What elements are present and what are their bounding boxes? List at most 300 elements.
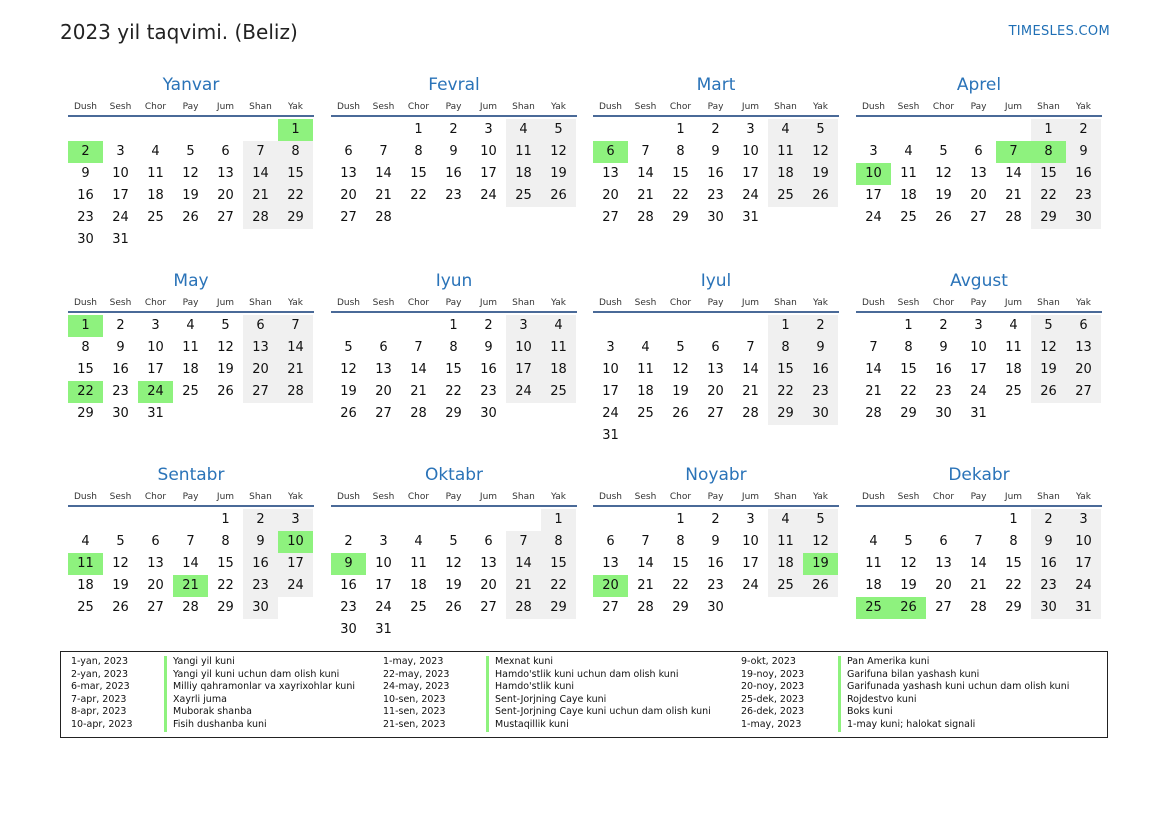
day-cell: 30 xyxy=(935,406,952,421)
day-cell: 8 xyxy=(676,144,685,159)
weekday-label: Jum xyxy=(741,298,760,308)
empty-cell xyxy=(138,119,173,141)
day-cell: 17 xyxy=(602,384,619,399)
day-cell: 6 xyxy=(939,534,948,549)
day-cell: 5 xyxy=(904,534,913,549)
day-cell: 16 xyxy=(243,553,278,575)
day-cell: 12 xyxy=(541,141,576,163)
day-cell: 4 xyxy=(541,315,576,337)
day-cell: 7 xyxy=(506,531,541,553)
day-cell: 6 xyxy=(344,144,353,159)
day-cell: 18 xyxy=(865,578,882,593)
day-cell: 12 xyxy=(803,531,838,553)
day-cell: 16 xyxy=(340,578,357,593)
legend-date: 26-dek, 2023 xyxy=(741,706,805,718)
day-cell: 15 xyxy=(672,556,689,571)
weekday-label: Shan xyxy=(774,492,797,502)
weekday-label: Dush xyxy=(336,492,361,502)
day-cell: 4 xyxy=(641,340,650,355)
day-cell: 2 xyxy=(243,509,278,531)
weekday-header xyxy=(68,97,314,117)
day-cell: 13 xyxy=(480,556,497,571)
day-cell: 11 xyxy=(410,556,427,571)
legend-holiday-name: Boks kuni xyxy=(838,706,893,719)
weekday-label: Yak xyxy=(1076,492,1091,502)
month-oktabr xyxy=(331,463,577,641)
weekday-label: Chor xyxy=(669,102,692,112)
weekday-label: Chor xyxy=(669,298,692,308)
day-cell: 5 xyxy=(116,534,125,549)
day-cell: 3 xyxy=(869,144,878,159)
day-cell: 10 xyxy=(1066,531,1101,553)
legend-holiday-name: Garifuna bilan yashash kuni xyxy=(838,669,979,682)
day-cell: 24 xyxy=(865,210,882,225)
legend-holiday-name: Mexnat kuni xyxy=(486,656,553,669)
day-cell: 12 xyxy=(935,166,952,181)
day-cell: 2 xyxy=(803,315,838,337)
day-cell: 11 xyxy=(541,337,576,359)
day-cell: 10 xyxy=(742,144,759,159)
legend-date: 11-sen, 2023 xyxy=(383,706,446,718)
weekday-label: Shan xyxy=(512,298,535,308)
weekday-header xyxy=(593,487,839,507)
empty-cell xyxy=(208,119,243,141)
legend-holiday-name: Xayrli juma xyxy=(164,694,227,707)
day-cell: 1 xyxy=(676,512,685,527)
day-cell: 21 xyxy=(375,188,392,203)
day-cell: 9 xyxy=(243,531,278,553)
day-cell: 23 xyxy=(935,384,952,399)
day-cell: 10 xyxy=(375,556,392,571)
empty-cell xyxy=(103,509,138,531)
day-cell: 21 xyxy=(278,359,313,381)
day-grid xyxy=(856,119,1102,229)
day-cell: 19 xyxy=(1031,359,1066,381)
day-cell: 29 xyxy=(217,600,234,615)
weekday-label: Sesh xyxy=(897,102,920,112)
day-cell: 17 xyxy=(742,166,759,181)
day-cell: 5 xyxy=(344,340,353,355)
day-cell: 29 xyxy=(672,210,689,225)
legend-date: 7-apr, 2023 xyxy=(71,693,127,705)
day-cell: 20 xyxy=(375,384,392,399)
empty-cell xyxy=(436,509,471,531)
day-cell: 17 xyxy=(278,553,313,575)
weekday-label: Shan xyxy=(249,492,272,502)
day-cell: 4 xyxy=(768,509,803,531)
day-cell: 28 xyxy=(278,381,313,403)
day-cell: 2 xyxy=(1066,119,1101,141)
day-cell: 28 xyxy=(506,597,541,619)
weekday-label: Jum xyxy=(1004,102,1023,112)
legend-date: 25-dek, 2023 xyxy=(741,693,805,705)
day-cell: 25 xyxy=(768,575,803,597)
day-cell: 28 xyxy=(637,210,654,225)
month-name: Iyul xyxy=(700,271,732,291)
weekday-header xyxy=(856,487,1102,507)
day-cell: 16 xyxy=(445,166,462,181)
day-cell: 8 xyxy=(904,340,913,355)
weekday-label: Dush xyxy=(598,492,623,502)
day-cell: 28 xyxy=(637,600,654,615)
weekday-header xyxy=(68,293,314,313)
weekday-label: Sesh xyxy=(634,298,657,308)
day-cell: 9 xyxy=(449,144,458,159)
day-cell: 9 xyxy=(484,340,493,355)
day-cell: 30 xyxy=(340,622,357,637)
legend-holiday-name: Rojdestvo kuni xyxy=(838,694,917,707)
day-cell: 18 xyxy=(506,163,541,185)
day-cell: 2 xyxy=(484,318,493,333)
day-cell: 18 xyxy=(768,553,803,575)
weekday-label: Dush xyxy=(861,492,886,502)
weekday-label: Yak xyxy=(288,492,303,502)
empty-cell xyxy=(593,119,628,141)
empty-cell xyxy=(331,119,366,141)
day-cell: 18 xyxy=(410,578,427,593)
day-cell: 30 xyxy=(480,406,497,421)
weekday-label: Sesh xyxy=(897,298,920,308)
day-cell: 26 xyxy=(182,210,199,225)
day-cell: 26 xyxy=(672,406,689,421)
day-cell: 13 xyxy=(217,166,234,181)
empty-cell xyxy=(996,119,1031,141)
weekday-label: Jum xyxy=(479,492,498,502)
weekday-label: Yak xyxy=(813,492,828,502)
day-cell: 20 xyxy=(1066,359,1101,381)
legend-date: 9-okt, 2023 xyxy=(741,656,796,667)
day-cell: 25 xyxy=(1005,384,1022,399)
month-name: Yanvar xyxy=(162,75,220,95)
day-cell: 28 xyxy=(865,406,882,421)
day-cell: 19 xyxy=(900,578,917,593)
day-cell: 10 xyxy=(970,340,987,355)
day-cell: 9 xyxy=(711,534,720,549)
day-cell: 29 xyxy=(672,600,689,615)
day-cell: 12 xyxy=(112,556,129,571)
weekday-label: Sesh xyxy=(634,492,657,502)
day-cell: 8 xyxy=(81,340,90,355)
day-cell: 18 xyxy=(900,188,917,203)
day-cell: 14 xyxy=(1005,166,1022,181)
day-cell: 27 xyxy=(243,381,278,403)
day-cell: 29 xyxy=(278,207,313,229)
day-cell: 3 xyxy=(116,144,125,159)
weekday-label: Yak xyxy=(551,298,566,308)
day-cell: 1 xyxy=(676,122,685,137)
weekday-label: Jum xyxy=(741,492,760,502)
month-name: May xyxy=(173,271,209,291)
weekday-label: Sesh xyxy=(109,492,132,502)
day-cell: 12 xyxy=(803,141,838,163)
weekday-label: Pay xyxy=(970,102,987,112)
legend-holiday-name: Yangi yil kuni uchun dam olish kuni xyxy=(164,669,339,682)
weekday-label: Pay xyxy=(970,492,987,502)
day-cell: 15 xyxy=(672,166,689,181)
day-cell: 6 xyxy=(1066,315,1101,337)
day-cell: 7 xyxy=(414,340,423,355)
empty-cell xyxy=(366,315,401,337)
holiday-day-cell: 1 xyxy=(278,119,313,141)
brand-link[interactable]: TIMESLES.COM xyxy=(1008,24,1110,39)
day-cell: 22 xyxy=(672,578,689,593)
weekday-label: Sesh xyxy=(372,298,395,308)
day-cell: 17 xyxy=(375,578,392,593)
empty-cell xyxy=(243,119,278,141)
weekday-label: Dush xyxy=(73,102,98,112)
month-name: Aprel xyxy=(956,75,1002,95)
day-cell: 23 xyxy=(707,188,724,203)
day-cell: 8 xyxy=(676,534,685,549)
day-cell: 12 xyxy=(217,340,234,355)
day-cell: 10 xyxy=(480,144,497,159)
day-cell: 23 xyxy=(1066,185,1101,207)
weekday-header xyxy=(331,293,577,313)
day-cell: 22 xyxy=(217,578,234,593)
day-cell: 17 xyxy=(1066,553,1101,575)
day-cell: 30 xyxy=(112,406,129,421)
day-cell: 2 xyxy=(1031,509,1066,531)
day-cell: 13 xyxy=(147,556,164,571)
month-iyul xyxy=(593,269,839,447)
weekday-label: Yak xyxy=(1076,298,1091,308)
day-cell: 14 xyxy=(742,362,759,377)
empty-cell xyxy=(926,119,961,141)
day-cell: 14 xyxy=(970,556,987,571)
day-cell: 11 xyxy=(768,531,803,553)
day-cell: 6 xyxy=(606,534,615,549)
weekday-label: Chor xyxy=(407,492,430,502)
day-cell: 12 xyxy=(340,362,357,377)
day-cell: 29 xyxy=(77,406,94,421)
day-cell: 20 xyxy=(217,188,234,203)
day-cell: 14 xyxy=(410,362,427,377)
day-cell: 29 xyxy=(541,597,576,619)
weekday-label: Jum xyxy=(1004,298,1023,308)
weekday-header xyxy=(856,97,1102,117)
day-cell: 13 xyxy=(602,556,619,571)
day-cell: 29 xyxy=(1031,207,1066,229)
legend-date: 21-sen, 2023 xyxy=(383,719,446,730)
day-cell: 26 xyxy=(445,600,462,615)
day-cell: 8 xyxy=(1009,534,1018,549)
weekday-label: Sesh xyxy=(634,102,657,112)
weekday-label: Chor xyxy=(932,102,955,112)
day-cell: 20 xyxy=(707,384,724,399)
weekday-label: Dush xyxy=(861,102,886,112)
empty-cell xyxy=(401,315,436,337)
day-cell: 20 xyxy=(970,188,987,203)
day-cell: 10 xyxy=(602,362,619,377)
day-cell: 31 xyxy=(602,428,619,443)
legend-date: 2-yan, 2023 xyxy=(71,668,128,680)
day-cell: 4 xyxy=(904,144,913,159)
day-cell: 25 xyxy=(900,210,917,225)
day-cell: 23 xyxy=(707,578,724,593)
empty-cell xyxy=(961,509,996,531)
day-cell: 2 xyxy=(711,122,720,137)
day-cell: 5 xyxy=(186,144,195,159)
day-cell: 13 xyxy=(1066,337,1101,359)
month-name: Sentabr xyxy=(157,465,225,485)
day-cell: 27 xyxy=(602,600,619,615)
weekday-label: Dush xyxy=(861,298,886,308)
day-cell: 5 xyxy=(676,340,685,355)
holiday-day-cell: 6 xyxy=(593,141,628,163)
day-cell: 27 xyxy=(602,210,619,225)
day-cell: 20 xyxy=(147,578,164,593)
day-cell: 29 xyxy=(768,403,803,425)
day-cell: 12 xyxy=(182,166,199,181)
weekday-label: Pay xyxy=(182,298,199,308)
day-cell: 21 xyxy=(742,384,759,399)
day-cell: 19 xyxy=(803,163,838,185)
legend-date: 10-sen, 2023 xyxy=(383,693,446,705)
day-cell: 1 xyxy=(541,509,576,531)
day-cell: 24 xyxy=(480,188,497,203)
empty-cell xyxy=(663,315,698,337)
day-cell: 27 xyxy=(147,600,164,615)
empty-cell xyxy=(856,509,891,531)
day-cell: 3 xyxy=(746,122,755,137)
empty-cell xyxy=(698,315,733,337)
day-cell: 12 xyxy=(445,556,462,571)
weekday-header xyxy=(593,293,839,313)
day-cell: 12 xyxy=(1031,337,1066,359)
empty-cell xyxy=(331,509,366,531)
day-cell: 18 xyxy=(637,384,654,399)
weekday-label: Chor xyxy=(144,298,167,308)
day-cell: 21 xyxy=(506,575,541,597)
weekday-label: Shan xyxy=(1037,102,1060,112)
month-name: Fevral xyxy=(428,75,480,95)
holiday-day-cell: 24 xyxy=(138,381,173,403)
day-cell: 11 xyxy=(768,141,803,163)
day-cell: 26 xyxy=(1031,381,1066,403)
day-cell: 22 xyxy=(278,185,313,207)
month-dekabr xyxy=(856,463,1102,619)
day-cell: 9 xyxy=(81,166,90,181)
weekday-label: Jum xyxy=(216,102,235,112)
day-cell: 12 xyxy=(900,556,917,571)
day-cell: 24 xyxy=(742,578,759,593)
day-cell: 23 xyxy=(243,575,278,597)
weekday-label: Dush xyxy=(73,492,98,502)
day-cell: 30 xyxy=(77,232,94,247)
holiday-day-cell: 9 xyxy=(331,553,366,575)
day-cell: 23 xyxy=(77,210,94,225)
day-cell: 16 xyxy=(707,556,724,571)
day-cell: 23 xyxy=(112,384,129,399)
holiday-day-cell: 19 xyxy=(803,553,838,575)
day-cell: 15 xyxy=(1031,163,1066,185)
day-cell: 24 xyxy=(1066,575,1101,597)
day-cell: 28 xyxy=(182,600,199,615)
day-cell: 15 xyxy=(410,166,427,181)
holiday-day-cell: 22 xyxy=(68,381,103,403)
day-cell: 27 xyxy=(217,210,234,225)
day-cell: 30 xyxy=(1066,207,1101,229)
weekday-label: Shan xyxy=(774,102,797,112)
day-cell: 1 xyxy=(1031,119,1066,141)
day-cell: 17 xyxy=(742,556,759,571)
month-name: Dekabr xyxy=(948,465,1010,485)
day-cell: 30 xyxy=(243,597,278,619)
empty-cell xyxy=(628,315,663,337)
weekday-label: Shan xyxy=(249,102,272,112)
day-cell: 15 xyxy=(445,362,462,377)
day-cell: 19 xyxy=(445,578,462,593)
day-cell: 1 xyxy=(449,318,458,333)
weekday-label: Jum xyxy=(741,102,760,112)
day-grid xyxy=(68,119,314,251)
legend-date: 20-noy, 2023 xyxy=(741,681,805,693)
day-cell: 4 xyxy=(81,534,90,549)
day-cell: 31 xyxy=(375,622,392,637)
day-cell: 11 xyxy=(506,141,541,163)
page-title: 2023 yil taqvimi. (Beliz) xyxy=(60,20,298,44)
empty-cell xyxy=(856,119,891,141)
weekday-label: Shan xyxy=(1037,492,1060,502)
month-name: Iyun xyxy=(435,271,473,291)
weekday-label: Dush xyxy=(336,102,361,112)
weekday-label: Chor xyxy=(932,298,955,308)
weekday-label: Pay xyxy=(182,492,199,502)
weekday-label: Sesh xyxy=(897,492,920,502)
weekday-label: Jum xyxy=(216,298,235,308)
day-cell: 13 xyxy=(707,362,724,377)
day-cell: 6 xyxy=(243,315,278,337)
day-cell: 27 xyxy=(970,210,987,225)
day-grid xyxy=(331,119,577,229)
day-cell: 15 xyxy=(541,553,576,575)
day-cell: 5 xyxy=(939,144,948,159)
day-cell: 20 xyxy=(340,188,357,203)
day-cell: 24 xyxy=(375,600,392,615)
legend-holiday-name: 1-may kuni; halokat signali xyxy=(838,719,975,732)
weekday-label: Dush xyxy=(598,102,623,112)
day-cell: 20 xyxy=(602,188,619,203)
month-avgust xyxy=(856,269,1102,425)
day-cell: 28 xyxy=(742,406,759,421)
weekday-label: Jum xyxy=(479,298,498,308)
day-cell: 19 xyxy=(935,188,952,203)
day-cell: 17 xyxy=(506,359,541,381)
month-name: Mart xyxy=(696,75,736,95)
empty-cell xyxy=(891,119,926,141)
weekday-label: Chor xyxy=(407,102,430,112)
day-cell: 18 xyxy=(147,188,164,203)
day-cell: 28 xyxy=(970,600,987,615)
weekday-label: Chor xyxy=(144,492,167,502)
day-cell: 7 xyxy=(974,534,983,549)
day-cell: 5 xyxy=(221,318,230,333)
day-cell: 5 xyxy=(541,119,576,141)
day-cell: 3 xyxy=(606,340,615,355)
day-cell: 18 xyxy=(77,578,94,593)
day-cell: 3 xyxy=(974,318,983,333)
day-cell: 19 xyxy=(672,384,689,399)
day-cell: 26 xyxy=(217,384,234,399)
day-cell: 4 xyxy=(186,318,195,333)
empty-cell xyxy=(68,119,103,141)
day-cell: 24 xyxy=(506,381,541,403)
day-cell: 22 xyxy=(445,384,462,399)
day-cell: 21 xyxy=(1005,188,1022,203)
weekday-label: Yak xyxy=(1076,102,1091,112)
month-sentabr xyxy=(68,463,314,619)
day-cell: 26 xyxy=(803,185,838,207)
